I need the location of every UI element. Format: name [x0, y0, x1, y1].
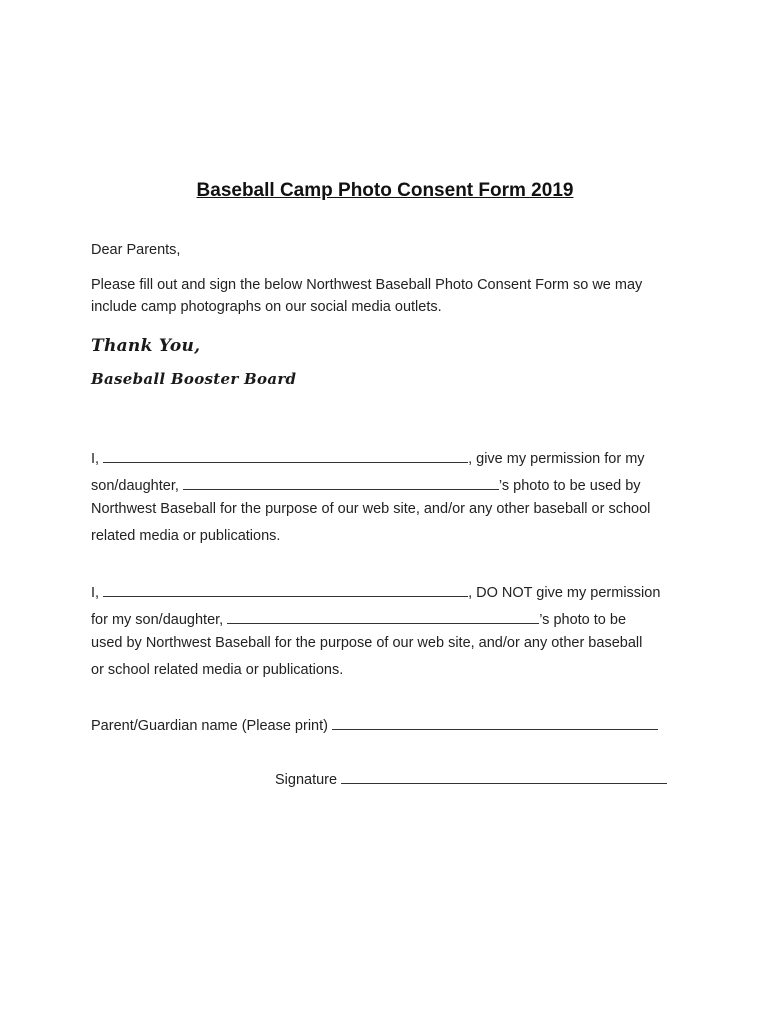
signature-row — [275, 769, 667, 788]
signature-label: Signature — [275, 772, 338, 788]
refusal-photo-label: ’s photo to be — [539, 612, 627, 628]
greeting: Dear Parents, — [91, 242, 181, 258]
refusal-line-2 — [91, 609, 626, 628]
refusal-line-4: or school related media or publications. — [91, 662, 344, 678]
refusal-child-name-field[interactable] — [227, 609, 539, 624]
consent-line-2 — [91, 475, 641, 494]
page-title: Baseball Camp Photo Consent Form 2019 — [196, 180, 574, 201]
consent-i-label: I, — [91, 451, 100, 467]
refusal-not-label: , DO NOT give my permission — [468, 585, 661, 601]
refusal-son-label: for my son/daughter, — [91, 612, 224, 628]
consent-give-label: , give my permission for my — [468, 451, 645, 467]
consent-line-3: Northwest Baseball for the purpose of our web site, and/or any other baseball or school — [91, 501, 651, 517]
guardian-name-field[interactable] — [332, 715, 658, 730]
guardian-name-row — [91, 715, 658, 734]
consent-name-field[interactable] — [103, 448, 468, 463]
closing-thanks: Thank You, — [91, 336, 201, 356]
refusal-line-1 — [91, 582, 660, 601]
refusal-i-label: I, — [91, 585, 100, 601]
closing-signoff: Baseball Booster Board — [91, 370, 297, 388]
consent-photo-label: ’s photo to be used by — [498, 478, 641, 494]
signature-field[interactable] — [341, 769, 667, 784]
consent-line-1 — [91, 448, 645, 467]
intro-line-1: Please fill out and sign the below Northwest Baseball Photo Consent Form so we may — [91, 277, 643, 293]
refusal-name-field[interactable] — [103, 582, 468, 597]
refusal-line-3: used by Northwest Baseball for the purpose of our web site, and/or any other baseball — [91, 635, 643, 651]
consent-line-4: related media or publications. — [91, 528, 281, 544]
guardian-name-label: Parent/Guardian name (Please print) — [91, 718, 328, 734]
consent-child-name-field[interactable] — [183, 475, 499, 490]
consent-son-label: son/daughter, — [91, 478, 179, 494]
intro-line-2: include camp photographs on our social media outlets. — [91, 299, 442, 315]
